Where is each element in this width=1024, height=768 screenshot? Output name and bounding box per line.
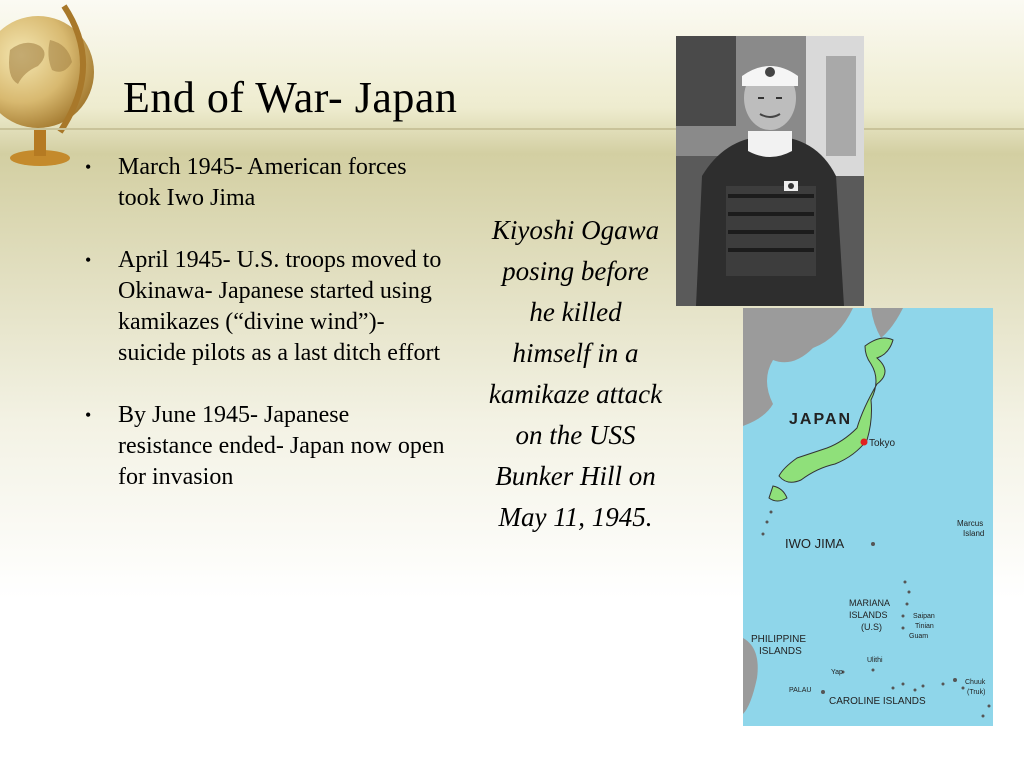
map-label-ulithi: Ulithi	[867, 657, 883, 664]
map-label-mariana: MARIANA	[849, 598, 891, 608]
map-label-saipan: Saipan	[913, 613, 935, 620]
map-label-japan: JAPAN	[789, 411, 853, 428]
map-label-philippine: ISLANDS	[759, 646, 802, 657]
map-label-marcus: Marcus	[957, 519, 984, 528]
bullet-glyph: •	[85, 405, 92, 425]
bullet-item	[85, 245, 445, 369]
map-label-mariana: ISLANDS	[849, 610, 888, 620]
map-label-chuuk: Chuuk	[965, 679, 986, 686]
bullet-item	[85, 152, 445, 214]
photo-caption: Kiyoshi Ogawa posing before he killed himself in a kamikaze attack on the USS Bunker Hill on May 11, 1945.	[488, 215, 663, 532]
bullet-glyph: •	[85, 250, 92, 270]
bullet-text: By June 1945- Japanese resistance ended- Japan now open for invasion	[118, 402, 445, 490]
bullet-item	[85, 400, 445, 493]
map-label-chuuk: (Truk)	[967, 689, 986, 696]
map-label-marcus: Island	[963, 529, 985, 538]
map-label-guam: Guam	[909, 633, 929, 640]
map-tokyo-dot	[861, 439, 868, 446]
bullet-text: April 1945- U.S. troops moved to Okinawa- Japanese started using kamikazes (“divine wind”)- suicide pilots as a last ditch effort	[118, 247, 442, 366]
globe-icon	[0, 0, 100, 170]
bullet-glyph: •	[85, 157, 92, 177]
map-label-iwo-jima: IWO JIMA	[785, 536, 845, 551]
map-label-philippine: PHILIPPINE	[751, 634, 807, 645]
map-label-mariana: (U.S)	[861, 622, 882, 632]
bullet-text: March 1945- American forces took Iwo Jima	[118, 154, 407, 211]
map-label-caroline: CAROLINE ISLANDS	[829, 696, 926, 707]
map-label-palau: PALAU	[789, 687, 812, 694]
bullet-list	[85, 152, 445, 524]
title-divider	[0, 128, 1024, 130]
map-label-tinian: Tinian	[915, 623, 934, 630]
pacific-map	[743, 308, 993, 726]
map-label-tokyo: Tokyo	[869, 438, 896, 449]
slide-title: End of War- Japan	[123, 73, 458, 122]
map-label-yap: Yap	[831, 669, 843, 676]
pilot-photo	[676, 36, 864, 306]
